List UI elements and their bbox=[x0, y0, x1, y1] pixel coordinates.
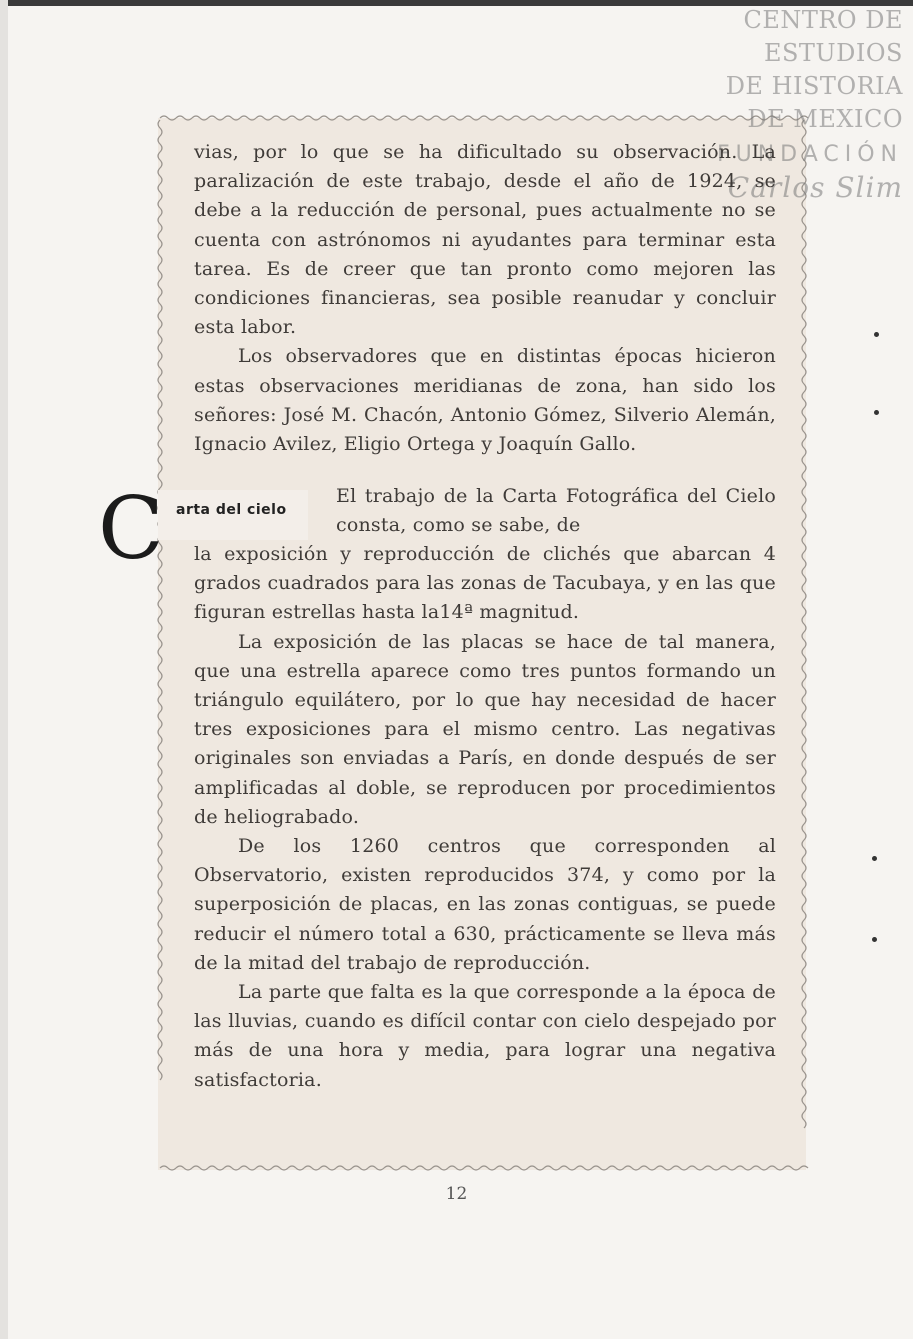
section-heading: arta del cielo bbox=[176, 502, 287, 518]
watermark-line: DE HISTORIA bbox=[725, 72, 903, 100]
article-body-bottom bbox=[194, 540, 776, 1095]
paragraph: la exposición y reproducción de clichés que abarcan 4 grados cuadrados para las zonas de Tacubaya, y en las que figuran estrellas hasta la14ª magnitud. bbox=[194, 543, 776, 624]
watermark-line: CENTRO DE bbox=[743, 6, 903, 34]
section-intro bbox=[336, 482, 776, 540]
paragraph-start: El trabajo de la Carta Fotográfica del Cielo consta, como se sabe, de bbox=[336, 485, 776, 537]
paragraph: La exposición de las placas se hace de tal manera, que una estrella aparece como tres puntos formando un triángulo equilátero, por lo que hay necesidad de hacer tres exposiciones para el mismo centro. Las negativas originales son enviadas a París, en donde después de ser amplificadas al doble, se reproducen por procedimientos de heliograbado. bbox=[194, 630, 776, 828]
wavy-border-right bbox=[802, 120, 806, 1128]
scan-speck bbox=[872, 856, 877, 861]
page-number: 12 bbox=[445, 1184, 468, 1204]
wavy-border-bottom bbox=[160, 1166, 808, 1170]
article-body-top bbox=[194, 138, 776, 459]
paragraph: Los observadores que en distintas épocas hicieron estas observaciones meridianas de zona, han sido los señores: José M. Chacón, Antonio Gómez, Silverio Alemán, Ignacio Avilez, Eligio Ortega y Joaquín Gallo. bbox=[194, 345, 776, 456]
watermark-line: DE MEXICO bbox=[747, 105, 903, 133]
section-dropcap: C bbox=[98, 479, 164, 579]
section-heading-box bbox=[158, 490, 308, 540]
watermark-line: ESTUDIOS bbox=[763, 39, 903, 67]
watermark-signature: Carlos Slim bbox=[727, 171, 903, 204]
paragraph: De los 1260 centros que corresponden al Observatorio, existen reproducidos 374, y como por la superposición de placas, en las zonas contiguas, se puede reducir el número total a 630, prácticamente se lleva más de la mitad del trabajo de reproducción. bbox=[194, 835, 776, 974]
scan-speck bbox=[874, 332, 879, 337]
watermark-fundacion: FUNDACIÓN bbox=[716, 142, 903, 167]
wavy-border-left bbox=[158, 120, 162, 1080]
scan-speck bbox=[874, 410, 879, 415]
scan-speck bbox=[872, 937, 877, 942]
paragraph: vias, por lo que se ha dificultado su observación. La paralización de este trabajo, desde el año de 1924, se debe a la reducción de personal, pues actualmente no se cuenta con astrónomos ni ayudantes para terminar esta tarea. Es de creer que tan pronto como mejoren las condiciones financieras, sea posible reanudar y concluir esta labor. bbox=[194, 141, 776, 339]
paragraph: La parte que falta es la que corresponde a la época de las lluvias, cuando es difícil contar con cielo despejado por más de una hora y media, para lograr una negativa satisfactoria. bbox=[194, 981, 776, 1091]
